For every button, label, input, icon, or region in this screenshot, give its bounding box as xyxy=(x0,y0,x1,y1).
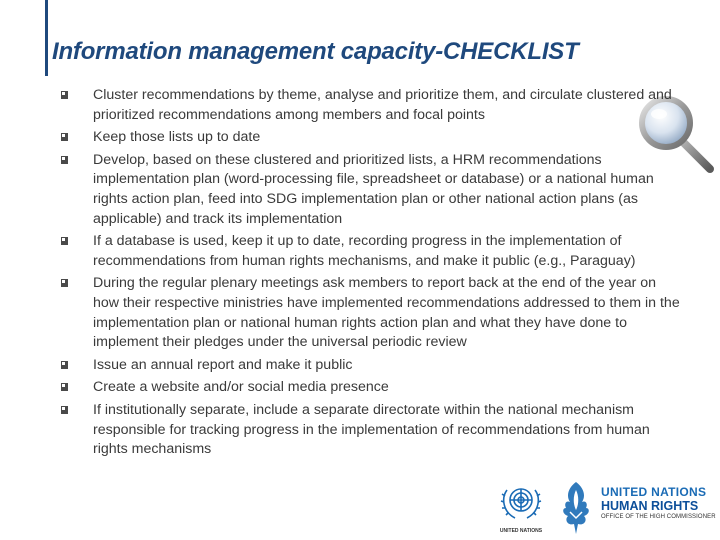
list-item-text: Create a website and/or social media presence xyxy=(93,379,389,396)
list-item-text: Cluster recommendations by theme, analyse and prioritize them, and circulate clustered and prioritized recommendations among members and focal points xyxy=(93,87,672,123)
square-bullet-icon xyxy=(61,237,68,245)
list-item-text: During the regular plenary meetings ask members to report back at the end of the year on how their respective ministries have implemented recommendations addressed to them in the implementation plan or national human rights action plan and what they have done to implement their pledges under the universal periodic review xyxy=(93,275,680,351)
list-item xyxy=(55,274,685,352)
list-item xyxy=(55,401,685,460)
ohchr-wordmark xyxy=(601,486,718,522)
ohchr-line1: UNITED NATIONS xyxy=(601,485,707,499)
list-item-text: Issue an annual report and make it public xyxy=(93,356,353,373)
title-accent-bar xyxy=(45,0,48,76)
list-item-text: Develop, based on these clustered and prioritized lists, a HRM recommendations implementation plan (word-processing file, spreadsheet or database) or a national human rights action plan, feed into SDG implementation plan or other national action plans (as applicable) and track its implementation xyxy=(93,151,654,227)
list-item xyxy=(55,128,685,148)
list-item-text: If institutionally separate, include a separate directorate within the national mechanism responsible for tracking progress in the implementation of recommendations from human rights mechanisms xyxy=(93,401,650,458)
list-item-text: If a database is used, keep it up to date, recording progress in the implementation of recommendations from human rights mechanisms, and make it public (e.g., Paraguay) xyxy=(93,233,636,269)
list-item xyxy=(55,86,685,125)
list-item xyxy=(55,151,685,229)
ohchr-line2: HUMAN RIGHTS xyxy=(601,499,699,513)
ohchr-logo xyxy=(556,478,718,536)
un-emblem-logo xyxy=(497,478,545,536)
un-caption: UNITED NATIONS xyxy=(499,528,543,534)
un-emblem-icon xyxy=(497,478,545,528)
square-bullet-icon xyxy=(61,383,68,391)
checklist xyxy=(55,86,685,463)
square-bullet-icon xyxy=(61,361,68,369)
list-item-text: Keep those lists up to date xyxy=(93,129,261,146)
ohchr-line3: OFFICE OF THE HIGH COMMISSIONER xyxy=(601,514,716,520)
square-bullet-icon xyxy=(61,133,68,141)
list-item xyxy=(55,232,685,271)
square-bullet-icon xyxy=(61,156,68,164)
list-item xyxy=(55,378,685,398)
square-bullet-icon xyxy=(61,91,68,99)
hand-dove-icon xyxy=(556,478,596,536)
square-bullet-icon xyxy=(61,406,68,414)
slide-title: Information management capacity-CHECKLIST xyxy=(52,38,579,65)
list-item xyxy=(55,356,685,376)
square-bullet-icon xyxy=(61,279,68,287)
